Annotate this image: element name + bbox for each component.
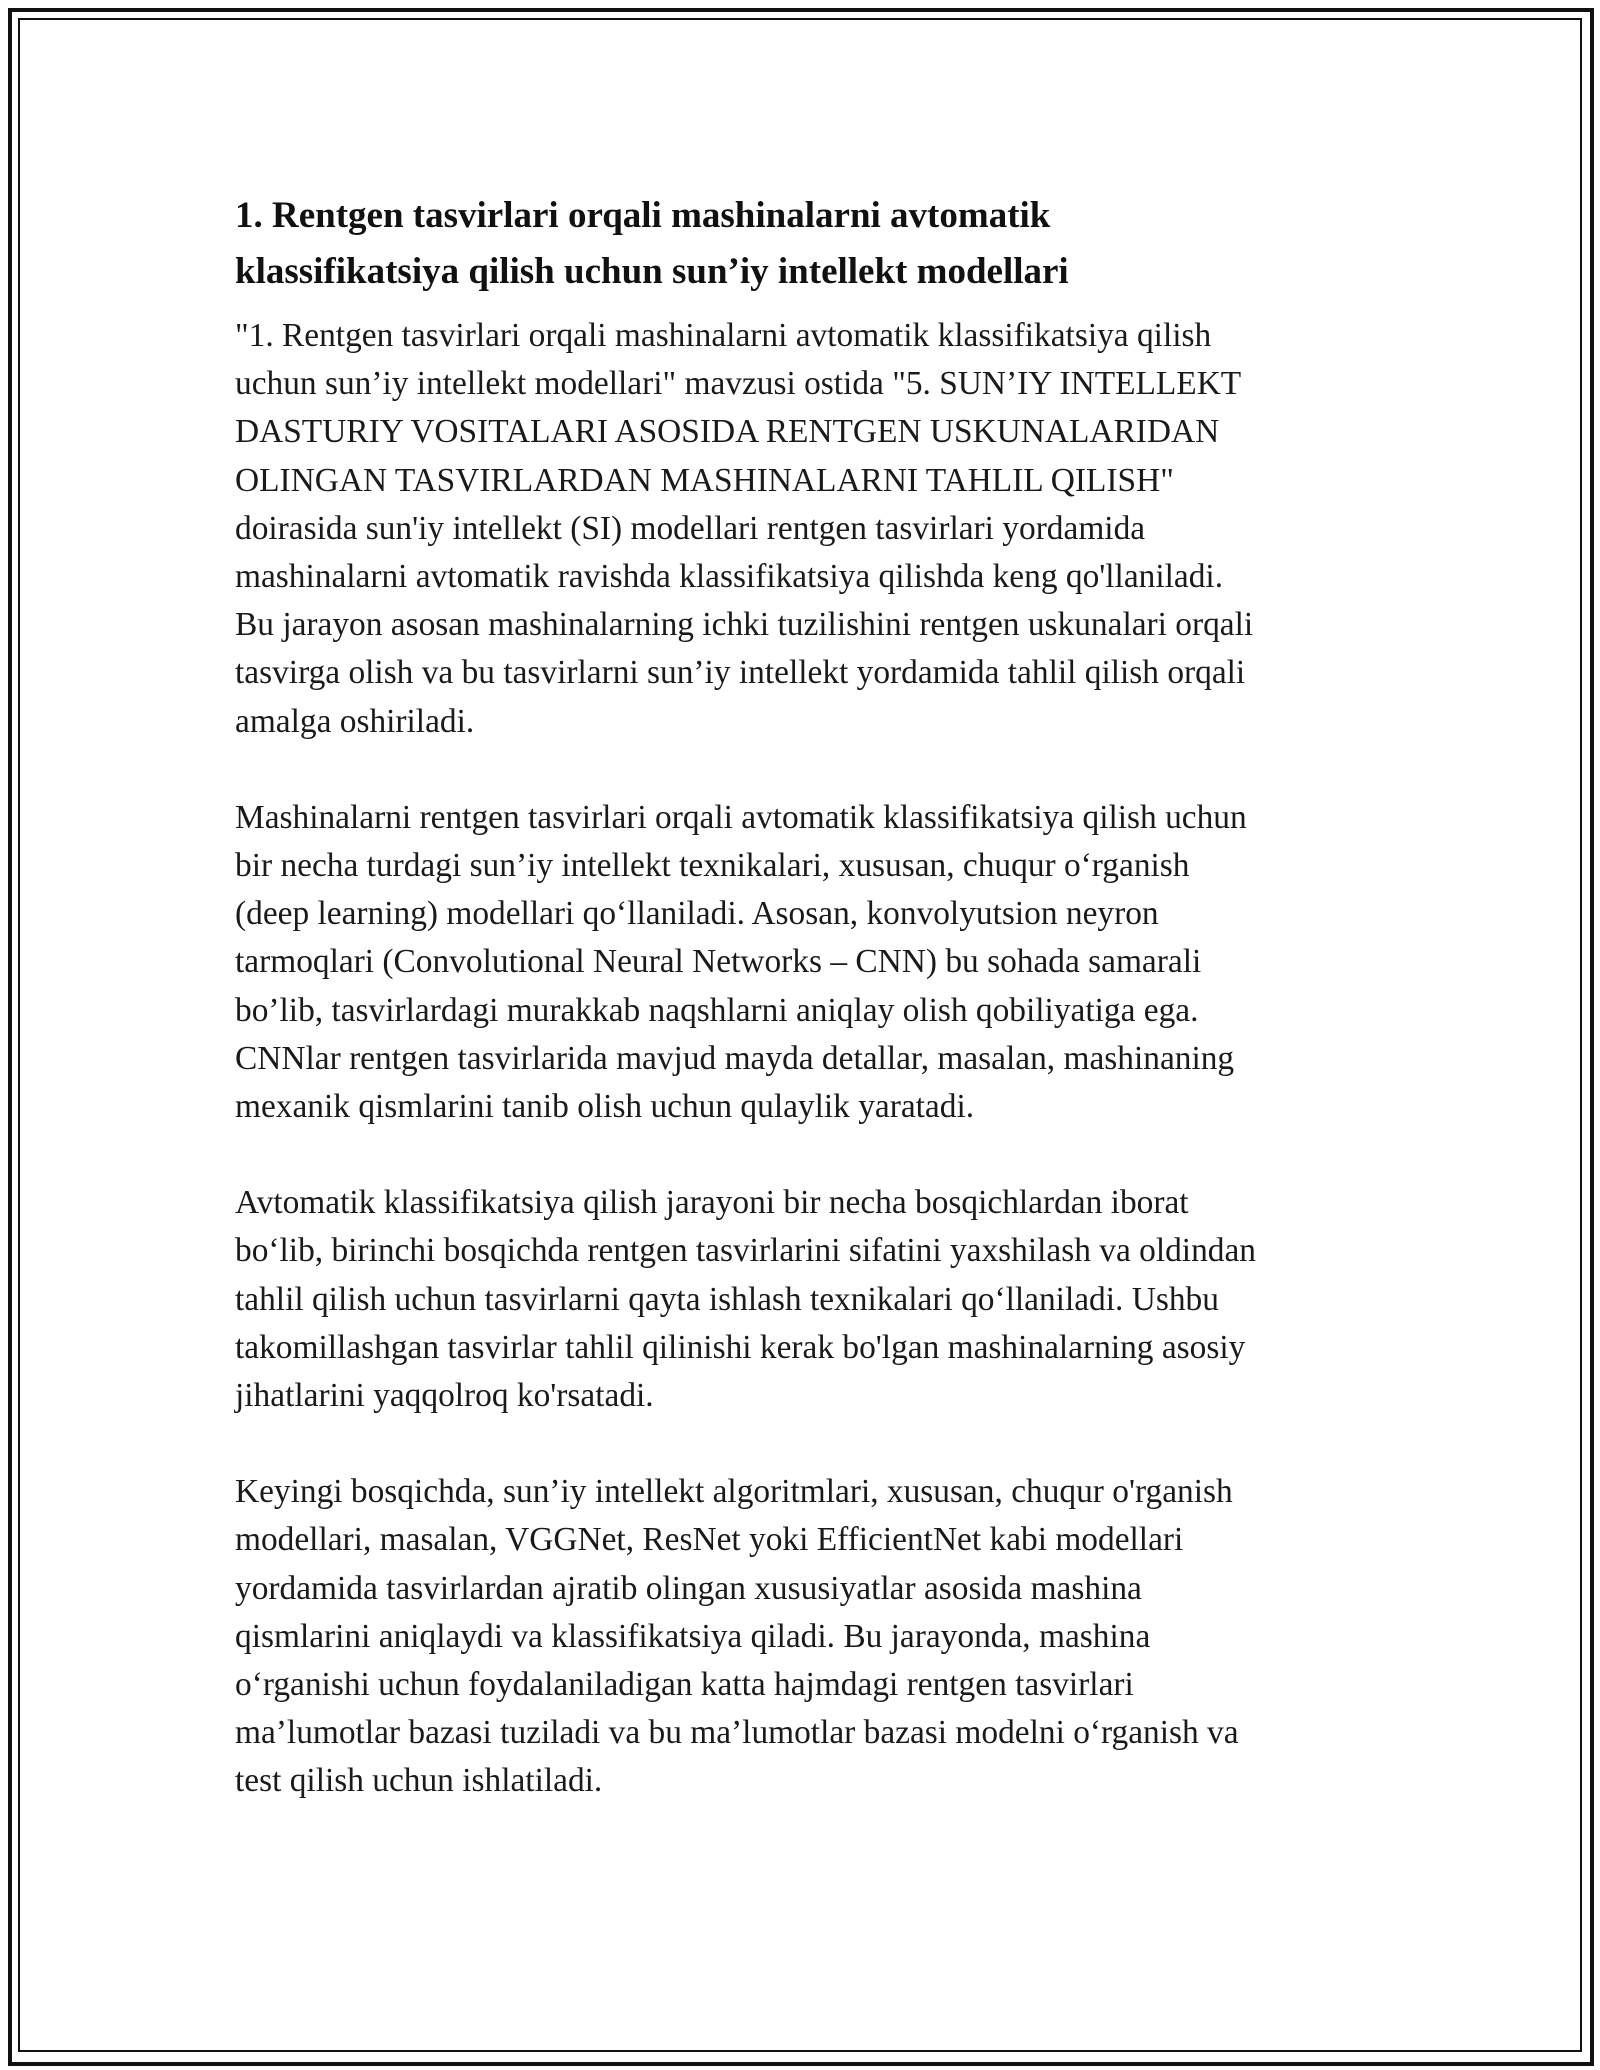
text-line: amalga oshiriladi. (235, 702, 475, 740)
text-line: takomillashgan tasvirlar tahlil qilinishi kerak bo'lgan mashinalarning asosiy (235, 1328, 1246, 1366)
text-line: bir necha turdagi sun’iy intellekt texnikalari, xususan, chuqur o‘rganish (235, 847, 1190, 885)
text-line: DASTURIY VOSITALARI ASOSIDA RENTGEN USKUNALARIDAN (235, 413, 1220, 451)
text-line: bo‘lib, birinchi bosqichda rentgen tasvirlarini sifatini yaxshilash va oldindan (235, 1232, 1256, 1270)
text-line: CNNlar rentgen tasvirlarida mavjud mayda detallar, masalan, mashinaning (235, 1039, 1235, 1077)
paragraph-1 (235, 312, 1365, 746)
text-line: jihatlarini yaqqolroq ko'rsatadi. (235, 1377, 654, 1415)
text-line: qismlarini aniqlaydi va klassifikatsiya qiladi. Bu jarayonda, mashina (235, 1617, 1151, 1655)
text-line: tahlil qilish uchun tasvirlarni qayta ishlash texnikalari qo‘llaniladi. Ushbu (235, 1280, 1219, 1318)
document-body (235, 188, 1365, 1806)
paragraph-3 (235, 1179, 1365, 1420)
text-line: yordamida tasvirlardan ajratib olingan xususiyatlar asosida mashina (235, 1569, 1142, 1607)
text-line: Avtomatik klassifikatsiya qilish jarayoni bir necha bosqichlardan iborat (235, 1184, 1189, 1222)
text-line: mashinalarni avtomatik ravishda klassifikatsiya qilishda keng qo'llaniladi. (235, 558, 1224, 596)
text-line: test qilish uchun ishlatiladi. (235, 1762, 603, 1800)
text-line: doirasida sun'iy intellekt (SI) modellari rentgen tasvirlari yordamida (235, 509, 1146, 547)
text-line: Bu jarayon asosan mashinalarning ichki tuzilishini rentgen uskunalari orqali (235, 606, 1254, 644)
text-line: mexanik qismlarini tanib olish uchun qulaylik yaratadi. (235, 1088, 975, 1126)
text-line: (deep learning) modellari qo‘llaniladi. Asosan, konvolyutsion neyron (235, 895, 1159, 933)
text-line: Keyingi bosqichda, sun’iy intellekt algoritmlari, xususan, chuqur o'rganish (235, 1473, 1233, 1511)
text-line: o‘rganishi uchun foydalaniladigan katta hajmdagi rentgen tasvirlari (235, 1666, 1134, 1704)
text-line: tasvirga olish va bu tasvirlarni sun’iy intellekt yordamida tahlil qilish orqali (235, 654, 1246, 692)
paragraph-4 (235, 1468, 1365, 1805)
text-line: uchun sun’iy intellekt modellari" mavzusi ostida "5. SUN’IY INTELLEKT (235, 365, 1242, 403)
text-line: Mashinalarni rentgen tasvirlari orqali avtomatik klassifikatsiya qilish uchun (235, 798, 1247, 836)
paragraph-2 (235, 794, 1365, 1131)
text-line: ma’lumotlar bazasi tuziladi va bu ma’lumotlar bazasi modelni o‘rganish va (235, 1714, 1239, 1752)
heading-line: 1. Rentgen tasvirlari orqali mashinalarni avtomatik (235, 195, 1051, 236)
text-line: OLINGAN TASVIRLARDAN MASHINALARNI TAHLIL QILISH" (235, 461, 1174, 499)
section-heading (235, 188, 1365, 300)
text-line: modellari, masalan, VGGNet, ResNet yoki EfficientNet kabi modellari (235, 1521, 1184, 1559)
heading-line: klassifikatsiya qilish uchun sun’iy intellekt modellari (235, 251, 1069, 292)
text-line: tarmoqlari (Convolutional Neural Networks – CNN) bu sohada samarali (235, 943, 1202, 981)
text-line: "1. Rentgen tasvirlari orqali mashinalarni avtomatik klassifikatsiya qilish (235, 317, 1212, 354)
text-line: bo’lib, tasvirlardagi murakkab naqshlarni aniqlay olish qobiliyatiga ega. (235, 991, 1199, 1029)
